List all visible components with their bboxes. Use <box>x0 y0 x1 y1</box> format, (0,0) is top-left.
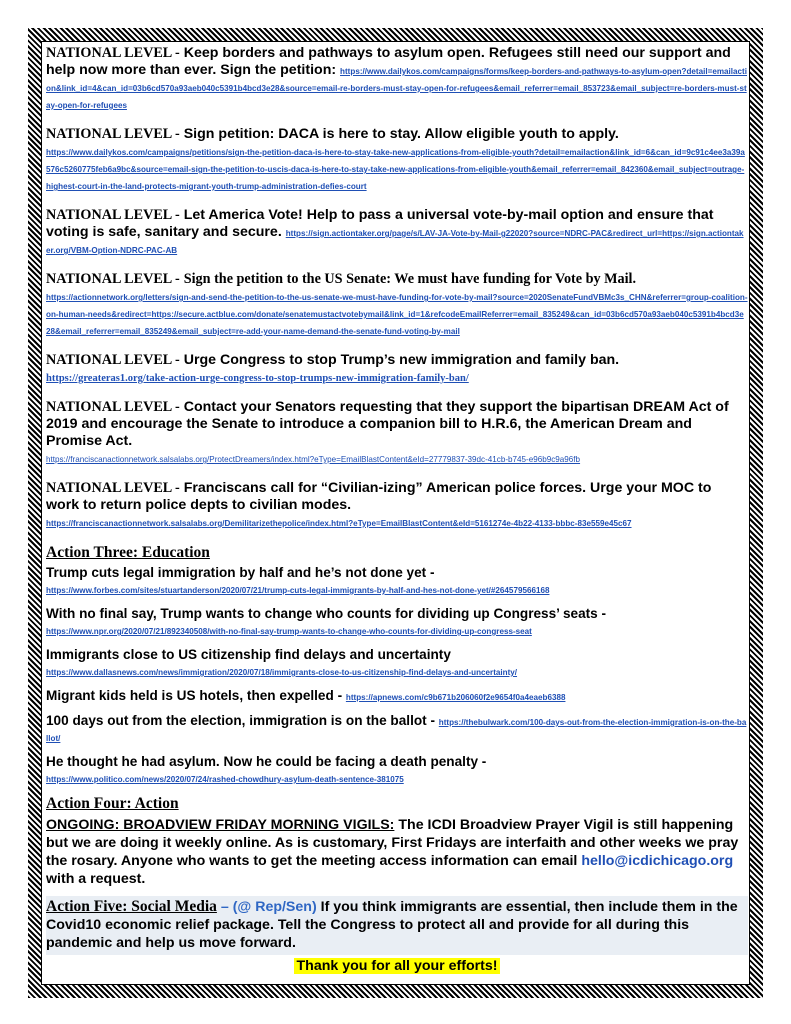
national-text: Sign petition: DACA is here to stay. Allow eligible youth to apply. <box>183 126 619 142</box>
national-label: NATIONAL LEVEL - <box>46 45 180 61</box>
petition-link[interactable]: https://greateras1.org/take-action-urge-congress-to-stop-trumps-new-immigration-family-ban/ <box>46 373 469 384</box>
social-text: If you think immigrants are essential, then include them in the Covid10 economic relief package. Tell the Congress to protect all and provide for all during this pandemic and help us move forward. <box>46 899 738 951</box>
national-text: Sign the petition to the US Senate: We must have funding for Vote by Mail. <box>183 271 637 287</box>
national-label: NATIONAL LEVEL - <box>46 352 180 368</box>
news-link[interactable]: https://www.npr.org/2020/07/21/892340508/with-no-final-say-trump-wants-to-change-who-counts-for-dividing-up-congress-seat <box>46 627 532 636</box>
national-label: NATIONAL LEVEL - <box>46 480 180 496</box>
national-text: Contact your Senators requesting that they support the bipartisan DREAM Act of 2019 and encourage the Senate to introduce a companion bill to H.R.6, the American Dream and Promise Act. <box>46 399 729 449</box>
social-heading: Action Five: Social Media <box>46 898 217 915</box>
national-text: Franciscans call for “Civilian-izing” American police forces. Urge your MOC to work to return police depts to civilian modes. <box>46 480 712 513</box>
news-item <box>46 713 748 745</box>
national-label: NATIONAL LEVEL - <box>46 271 180 287</box>
page-content <box>46 45 748 975</box>
national-item <box>46 352 748 386</box>
national-label: NATIONAL LEVEL - <box>46 207 180 223</box>
news-headline: 100 days out from the election, immigration is on the ballot - <box>46 713 435 728</box>
news-item <box>46 606 748 638</box>
national-item <box>46 480 748 531</box>
thanks-row <box>46 957 748 975</box>
thanks-banner: Thank you for all your efforts! <box>296 958 498 974</box>
news-headline: With no final say, Trump wants to change who counts for dividing up Congress’ seats - <box>46 606 607 621</box>
education-heading: Action Three: Education <box>46 544 210 561</box>
vigil-end: with a request. <box>46 871 146 887</box>
national-text: Urge Congress to stop Trump’s new immigration and family ban. <box>183 352 620 368</box>
vigil-title: ONGOING: BROADVIEW FRIDAY MORNING VIGILS: <box>46 817 395 833</box>
news-item <box>46 565 748 597</box>
national-item <box>46 271 748 339</box>
petition-link[interactable]: https://www.dailykos.com/campaigns/petitions/sign-the-petition-daca-is-here-to-stay-take-new-applications-from-eligible-youth?detail=emailaction&link_id=6&can_id=9c91c4ee3a39a576c5260775feb6a9bc&source=email-sign-the-petition-to-uscis-daca-is-here-to-stay-take-new-applications-from-eligible-youth&email_referrer=email_842360&email_subject=outrage-highest-court-in-the-land-protects-migrant-youth-trump-administration-defies-court <box>46 148 745 191</box>
news-headline: Migrant kids held is US hotels, then expelled - <box>46 688 343 703</box>
news-link[interactable]: https://www.dallasnews.com/news/immigration/2020/07/18/immigrants-close-to-us-citizenship-find-delays-and-uncertainty/ <box>46 668 518 677</box>
action-heading: Action Four: Action <box>46 795 179 812</box>
national-text: Keep borders and pathways to asylum open. Refugees still need our support and help now more than ever. Sign the petition: <box>46 45 731 78</box>
news-link[interactable]: https://www.politico.com/news/2020/07/24/rashed-chowdhury-asylum-death-sentence-381075 <box>46 775 404 784</box>
national-item <box>46 399 748 467</box>
national-item <box>46 207 748 258</box>
petition-link[interactable]: https://franciscanactionnetwork.salsalabs.org/ProtectDreamers/index.html?eType=EmailBlastContent&eId=27779837-39dc-41cb-b745-e96b9c9a96fb <box>46 455 581 464</box>
news-item <box>46 688 748 704</box>
national-item <box>46 126 748 194</box>
vigil-text: The ICDI Broadview Prayer Vigil is still happening but we are doing it weekly online. As is customary, First Fridays are interfaith and other weeks we pray the rosary. Anyone who wants to get the meeting access information can email <box>46 817 739 869</box>
news-link[interactable]: https://thebulwark.com/100-days-out-from-the-election-immigration-is-on-the-ballot/ <box>46 718 747 743</box>
national-text: Let America Vote! Help to pass a universal vote-by-mail option and ensure that voting is safe, sanitary and secure. <box>46 207 714 240</box>
national-label: NATIONAL LEVEL - <box>46 399 180 415</box>
news-item <box>46 647 748 679</box>
news-item <box>46 754 748 786</box>
national-label: NATIONAL LEVEL - <box>46 126 180 142</box>
petition-link[interactable]: https://actionnetwork.org/letters/sign-and-send-the-petition-to-the-us-senate-we-must-have-funding-for-vote-by-mail?source=2020SenateFundVBMc3s_CHN&referrer=group-coalition-on-human-needs&redirect=https://secure.actblue.com/donate/senatemustactvotebymail&link_id=1&refcodeEmailReferrer=email_835249&can_id=03b6cd570a93aeb040c5391b4bcd3e28&email_referrer=email_835249&email_subject=re-add-your-name-demand-the-senate-fund-voting-by-mail <box>46 293 748 336</box>
national-item <box>46 45 748 113</box>
news-link[interactable]: https://apnews.com/c9b671b206060f2e9654f0a4eaeb6388 <box>345 693 566 702</box>
news-headline: Trump cuts legal immigration by half and he’s not done yet - <box>46 565 435 580</box>
petition-link[interactable]: https://sign.actiontaker.org/page/s/LAV-JA-Vote-by-Mail-g22020?source=NDRC-PAC&redirect_url=https://sign.actiontaker.org/VBM-Option-NDRC-PAC-AB <box>46 229 744 255</box>
petition-link[interactable]: https://franciscanactionnetwork.salsalabs.org/Demilitarizethepolice/index.html?eType=EmailBlastContent&eId=5161274e-4b22-4133-bbbc-83e559e45c67 <box>46 519 632 528</box>
social-media-block <box>46 896 748 955</box>
news-link[interactable]: https://www.forbes.com/sites/stuartanderson/2020/07/21/trump-cuts-legal-immigrants-by-half-and-hes-not-done-yet/#264579566168 <box>46 586 550 595</box>
vigil-paragraph <box>46 816 748 888</box>
email-link[interactable]: hello@icdichicago.org <box>581 853 734 869</box>
news-headline: Immigrants close to US citizenship find delays and uncertainty <box>46 647 451 662</box>
news-headline: He thought he had asylum. Now he could be facing a death penalty - <box>46 754 487 769</box>
social-tag: – (@ Rep/Sen) <box>220 899 317 915</box>
petition-link[interactable]: https://www.dailykos.com/campaigns/forms/keep-borders-and-pathways-to-asylum-open?detail=emailaction&link_id=4&can_id=03b6cd570a93aeb040c5391b4bcd3e28&source=email-re-borders-must-stay-open-for-refugees&email_referrer=email_853723&email_subject=re-borders-must-stay-open-for-refugees <box>46 67 747 110</box>
